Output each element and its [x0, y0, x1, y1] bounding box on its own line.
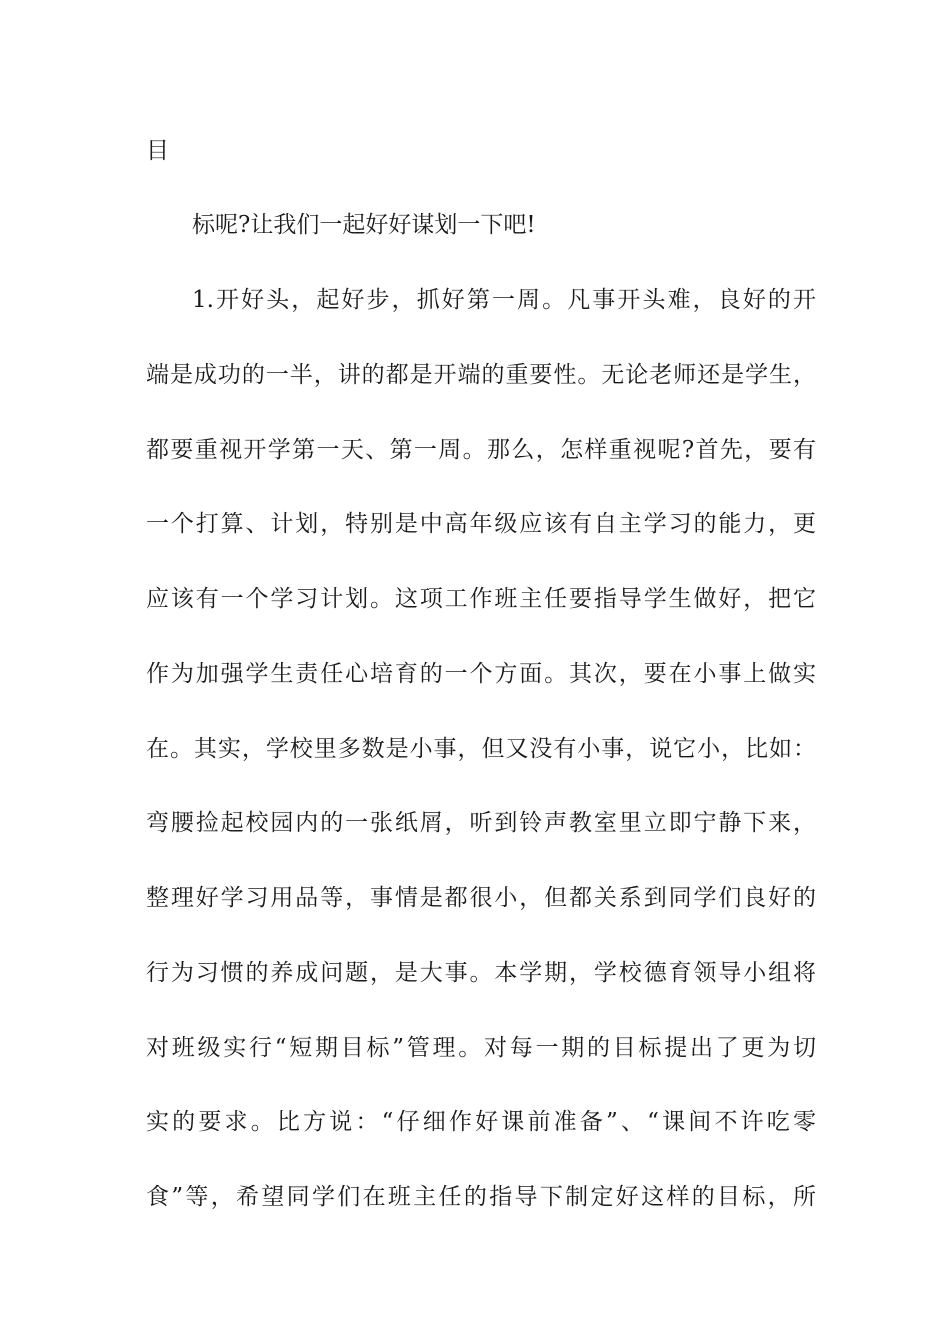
text-line: 对班级实行“短期目标”管理。对每一期的目标提出了更为切	[146, 1035, 816, 1061]
text-line: 1.开好头，起好步，抓好第一周。凡事开头难，良好的开	[192, 287, 816, 313]
text-line: 都要重视开学第一天、第一周。那么，怎样重视呢?首先，要有	[146, 437, 816, 463]
text-line: 在。其实，学校里多数是小事，但又没有小事，说它小，比如：	[146, 736, 816, 762]
text-line: 标呢?让我们一起好好谋划一下吧!	[192, 212, 536, 238]
text-line: 实的要求。比方说：“仔细作好课前准备”、“课间不许吃零	[146, 1109, 816, 1135]
text-line: 端是成功的一半，讲的都是开端的重要性。无论老师还是学生，	[146, 362, 816, 388]
text-line: 目	[146, 138, 169, 164]
text-line: 食”等，希望同学们在班主任的指导下制定好这样的目标，所	[146, 1184, 816, 1210]
text-line: 一个打算、计划，特别是中高年级应该有自主学习的能力，更	[146, 511, 816, 537]
text-line: 应该有一个学习计划。这项工作班主任要指导学生做好，把它	[146, 586, 816, 612]
text-line: 作为加强学生责任心培育的一个方面。其次，要在小事上做实	[146, 661, 816, 687]
text-line: 弯腰捡起校园内的一张纸屑，听到铃声教室里立即宁静下来，	[146, 810, 816, 836]
text-line: 整理好学习用品等，事情是都很小，但都关系到同学们良好的	[146, 885, 816, 911]
text-line: 行为习惯的养成问题，是大事。本学期，学校德育领导小组将	[146, 960, 816, 986]
